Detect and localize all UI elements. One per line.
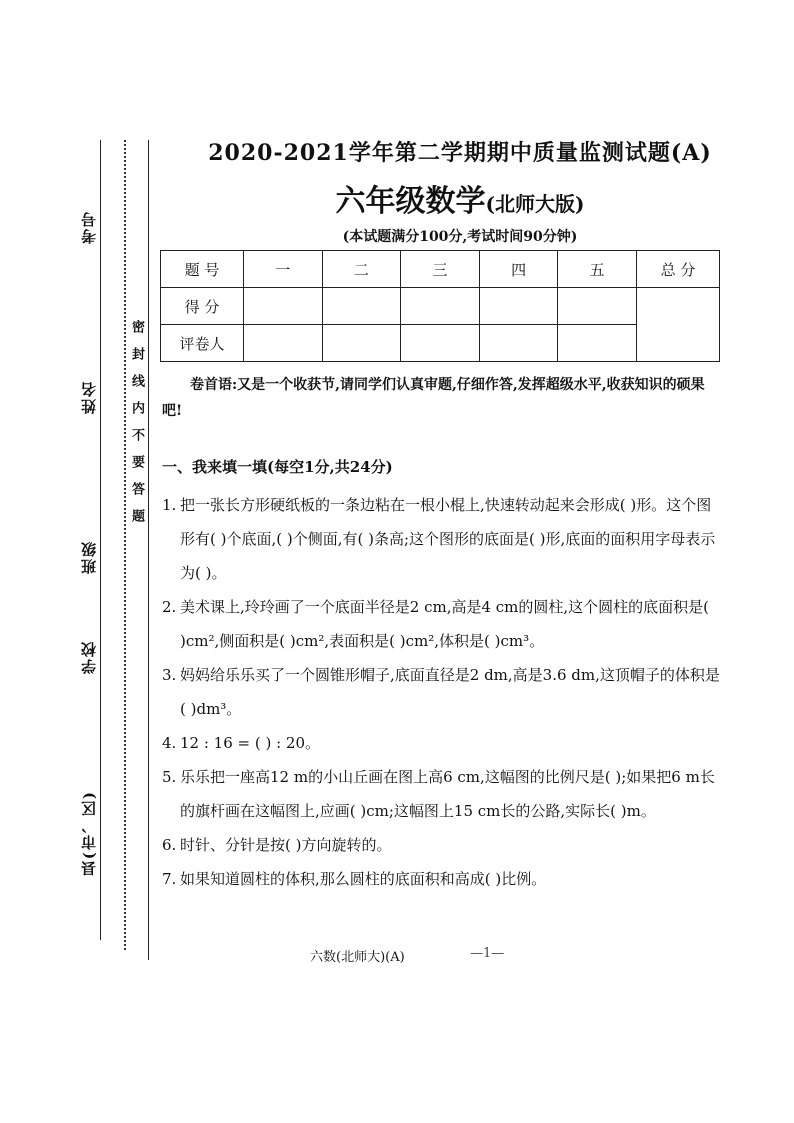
question-number: 7. [162,870,177,888]
question-item [162,828,722,862]
score-cell[interactable] [558,288,637,325]
question-number: 3. [162,666,177,684]
grader-cell[interactable] [322,325,401,362]
subject-main: 六年级数学 [335,184,486,219]
question-number: 2. [162,598,177,616]
intro-text: 卷首语:又是一个收获节,请同学们认真审题,仔细作答,发挥超级水平,收获知识的硕果吧! [162,377,705,419]
grader-cell[interactable] [558,325,637,362]
question-number: 6. [162,836,177,854]
question-number: 4. [162,734,177,752]
exam-subject [150,176,770,220]
question-text: 美术课上,玲玲画了一个底面半径是2 cm,高是4 cm的圆柱,这个圆柱的底面积是( )cm²,侧面积是( )cm²,表面积是( )cm²,体积是( )cm³。 [180,598,710,650]
seal-warning-text: 密封线内不要答题 [129,320,144,536]
score-table [160,250,720,362]
question-number: 1. [162,496,177,514]
question-item [162,488,722,590]
header-cell: 一 [244,251,323,288]
binding-line-right [148,140,149,960]
question-item [162,760,722,828]
exam-note: (本试题满分100分,考试时间90分钟) [342,229,578,245]
exam-title: 2020-2021学年第二学期期中质量监测试题(A) [208,140,712,166]
question-text: 如果知道圆柱的体积,那么圆柱的底面积和高成( )比例。 [180,870,547,888]
header-cell: 题 号 [161,251,244,288]
question-list [162,488,722,896]
grader-cell[interactable] [479,325,558,362]
binding-line-left [100,140,101,940]
page-number: —1— [470,946,505,961]
question-item [162,726,722,760]
school-label: 学校 [80,640,98,674]
footer-label: 六数(北师大)(A) [310,950,405,965]
county-label: 县(市、区) [80,790,98,877]
row-label-grader: 评卷人 [161,325,244,362]
question-text: 乐乐把一座高12 m的小山丘画在图上高6 cm,这幅图的比例尺是( );如果把6 m长的旗杆画在这幅图上,应画( )cm;这幅图上15 cm长的公路,实际长( )m。 [180,768,715,820]
question-item [162,590,722,658]
question-text: 把一张长方形硬纸板的一条边粘在一根小棍上,快速转动起来会形成( )形。这个图形有( )个底面,( )个侧面,有( )条高;这个图形的底面是( )形,底面的面积用字母表示为( )。 [180,496,716,582]
section-heading: 一、我来填一填(每空1分,共24分) [162,458,393,476]
header-cell: 五 [558,251,637,288]
score-cell[interactable] [322,288,401,325]
header-cell: 三 [401,251,480,288]
question-item [162,658,722,726]
score-cell[interactable] [479,288,558,325]
question-number: 5. [162,768,177,786]
table-row [161,325,720,362]
grader-cell[interactable] [244,325,323,362]
score-cell[interactable] [401,288,480,325]
name-label: 姓名 [80,380,98,414]
question-item [162,862,722,896]
question-text: 时针、分针是按( )方向旋转的。 [180,836,392,854]
table-row [161,251,720,288]
header-cell: 四 [479,251,558,288]
question-text: 12 : 16 = ( ) : 20。 [180,734,321,752]
header-cell: 总 分 [637,251,720,288]
question-text: 妈妈给乐乐买了一个圆锥形帽子,底面直径是2 dm,高是3.6 dm,这顶帽子的体积是( )dm³。 [180,666,720,718]
score-cell[interactable] [244,288,323,325]
header-cell: 二 [322,251,401,288]
table-row [161,288,720,325]
total-score-cell[interactable] [637,288,720,362]
class-label: 班级 [80,540,98,574]
subject-edition: (北师大版) [485,192,585,216]
exam-number-label: 考号 [80,210,98,244]
grader-cell[interactable] [401,325,480,362]
row-label-score: 得 分 [161,288,244,325]
